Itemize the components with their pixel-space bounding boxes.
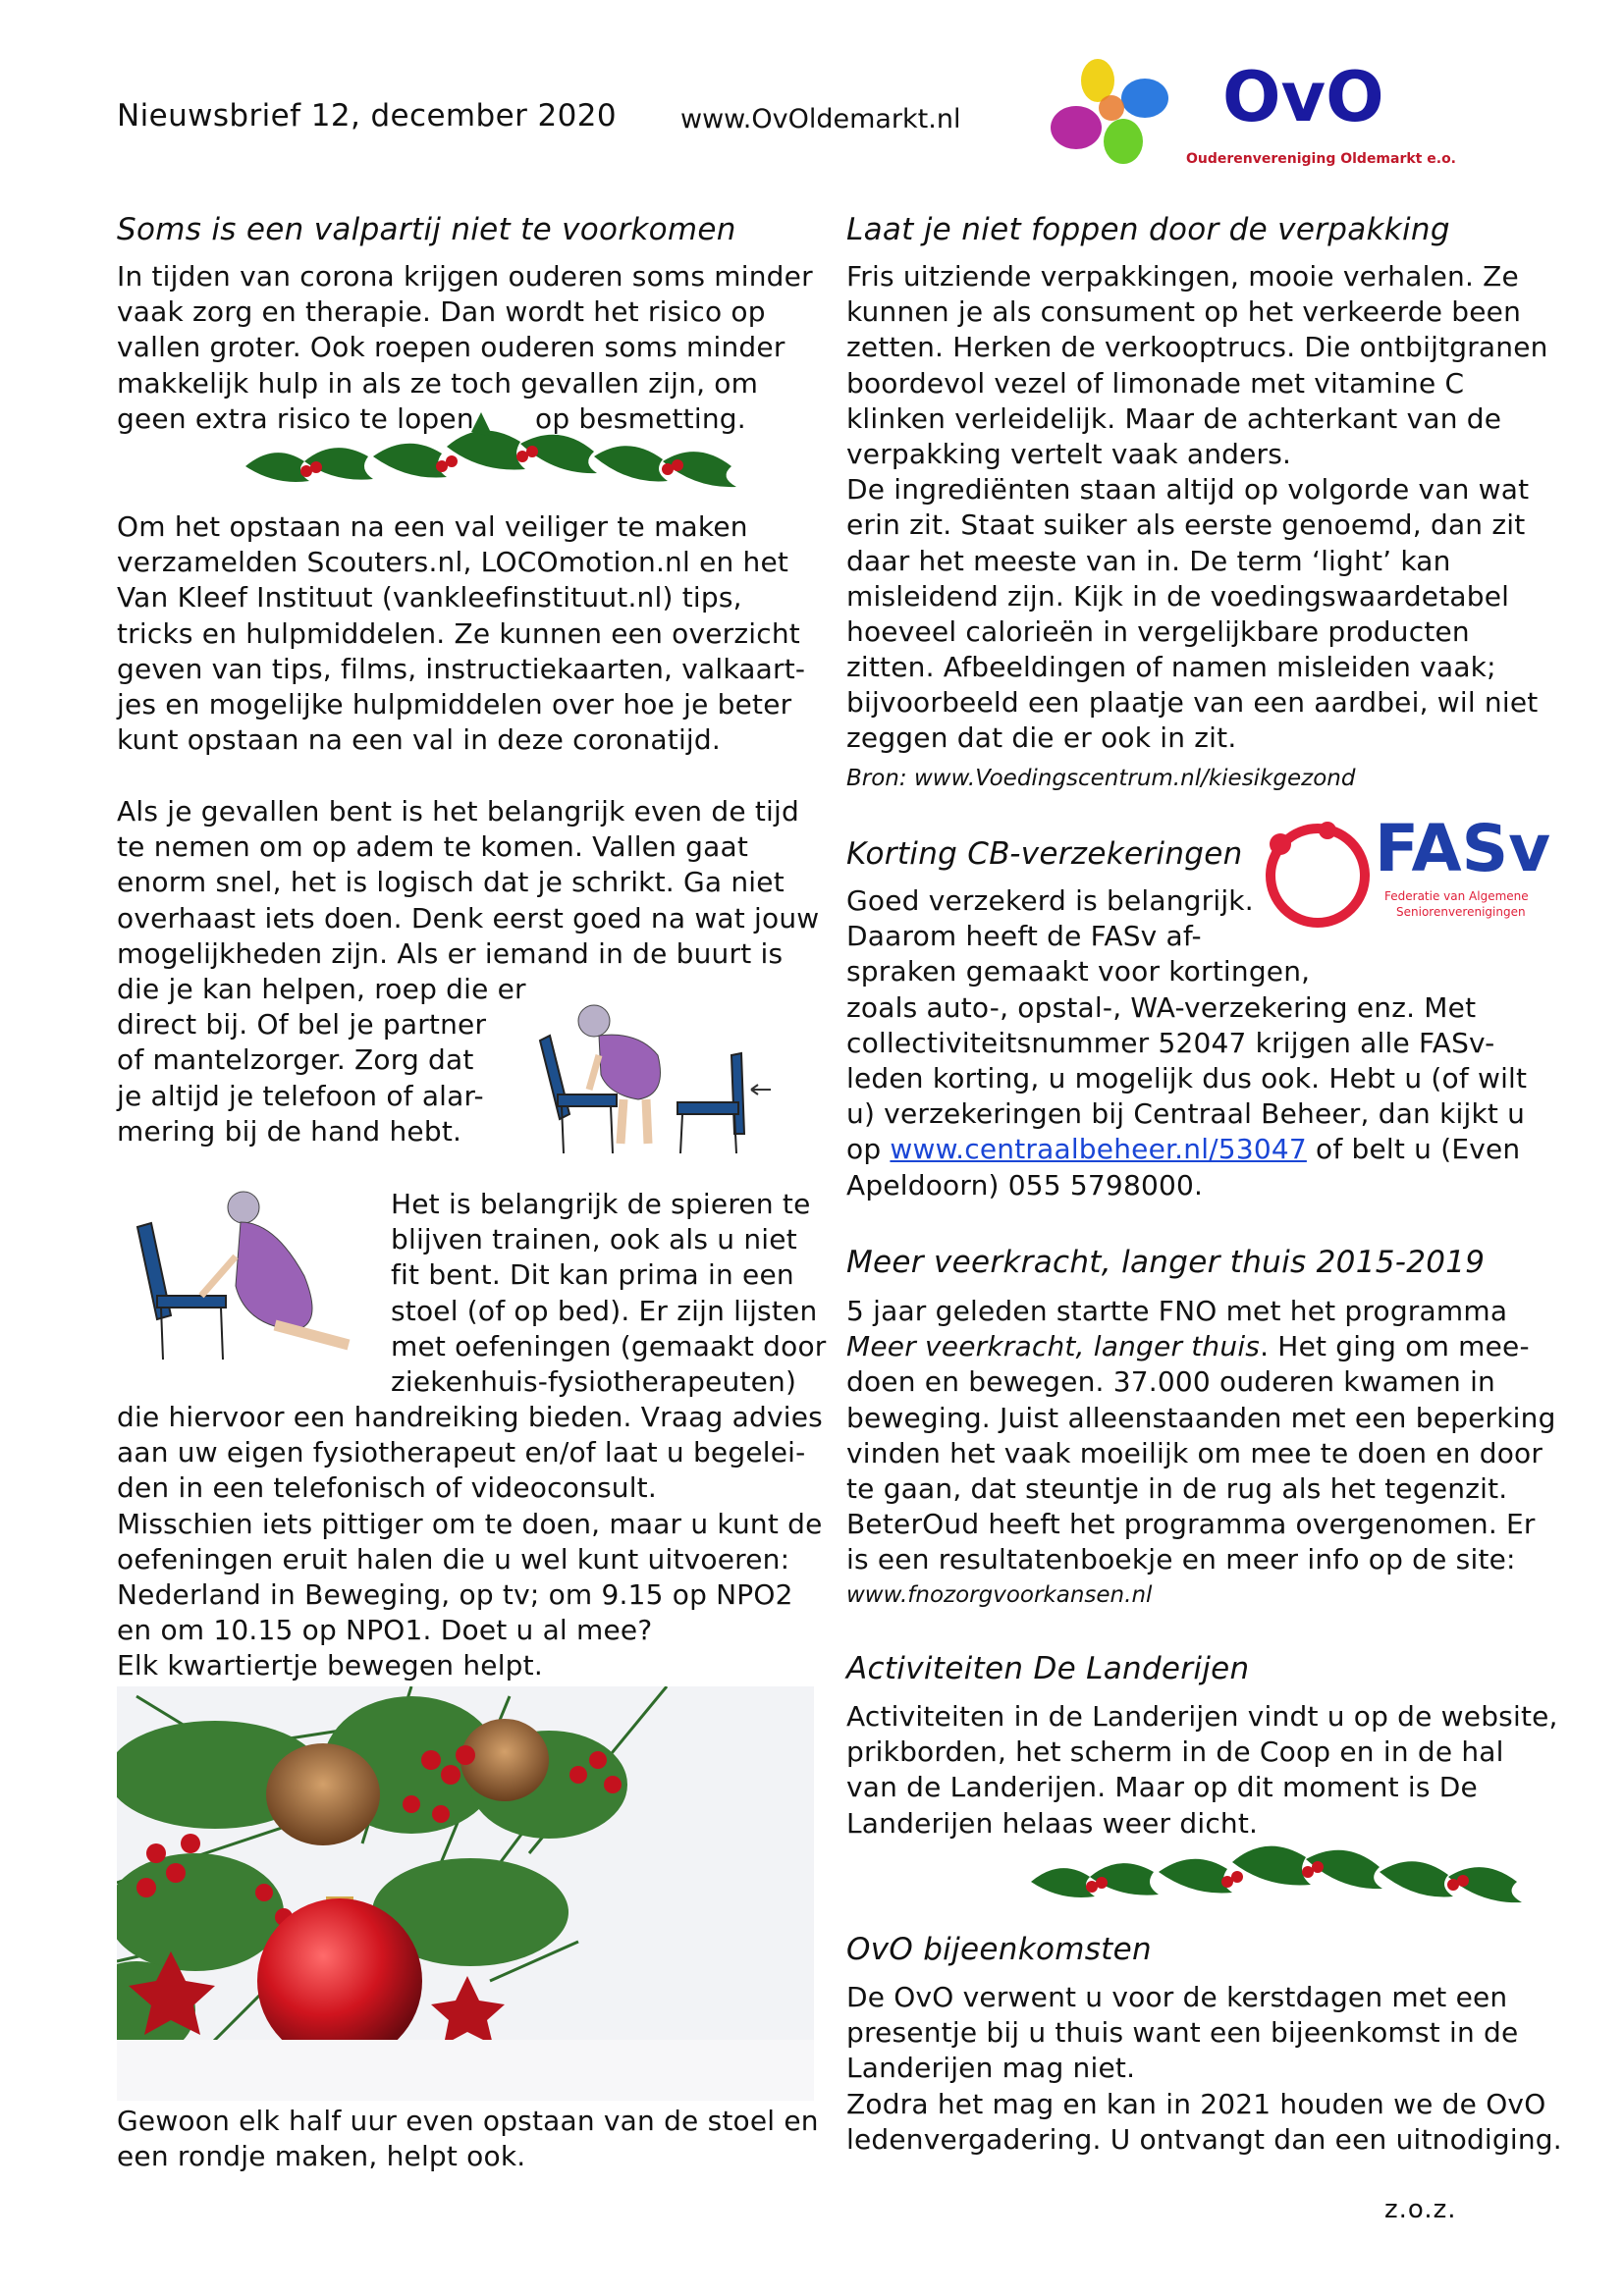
ovo-logo-subtitle: Ouderenvereniging Oldemarkt e.o. bbox=[1186, 151, 1457, 167]
fall-paragraph-1-end: geen extra risico te lopen bbox=[117, 402, 474, 435]
activities-paragraph: Activiteiten in de Landerijen vindt u op de website, prikborden, het scherm in de Coop en in de hal van de Landerijen. Maar op dit moment is De Landerijen helaas weer dicht. bbox=[846, 1700, 1558, 1840]
woman-standing-up-illustration bbox=[530, 996, 776, 1163]
fall-paragraph-1: In tijden van corona krijgen ouderen soms minder vaak zorg en therapie. Dan wordt het risico op vallen groter. Ook roepen ouderen soms minder makkelijk hulp in als ze toch gevallen zijn, om bbox=[117, 260, 813, 400]
meetings-title: OvO bijeenkomsten bbox=[846, 1932, 1152, 1967]
fasv-subtitle-2: Seniorenverenigingen bbox=[1396, 905, 1526, 919]
page-turn-note: z.o.z. bbox=[1384, 2195, 1457, 2224]
fall-paragraph-5: Gewoon elk half uur even opstaan van de stoel en een rondje maken, helpt ook. bbox=[117, 2105, 819, 2173]
woman-kneeling-illustration bbox=[128, 1178, 373, 1360]
fall-paragraph-1-end-b: op besmetting. bbox=[535, 402, 746, 435]
packaging-title: Laat je niet foppen door de verpakking bbox=[846, 212, 1450, 247]
flower-icon bbox=[1041, 51, 1188, 179]
website-url[interactable]: www.OvOldemarkt.nl bbox=[680, 104, 961, 134]
christmas-decoration-photo bbox=[117, 1686, 814, 2101]
holly-garland-icon bbox=[236, 412, 766, 501]
centraal-beheer-link[interactable]: www.centraalbeheer.nl/53047 bbox=[890, 1133, 1307, 1166]
activities-title: Activiteiten De Landerijen bbox=[846, 1651, 1250, 1686]
newsletter-issue: Nieuwsbrief 12, december 2020 bbox=[117, 98, 617, 133]
resilience-title: Meer veerkracht, langer thuis 2015-2019 bbox=[846, 1245, 1486, 1280]
fall-paragraph-2: Om het opstaan na een val veiliger te maken verzamelden Scouters.nl, LOCOmotion.nl en het Van Kleef Instituut (vankleefinstituut.nl) tips, tricks en hulpmiddelen. Ze kunnen een overzicht geven van tips, films, instructiekaarten, valkaart- jes en mogelijke hulpmiddelen over hoe je beter kunt opstaan na een val in deze coronatijd. bbox=[117, 510, 806, 757]
ovo-logo-text: OvO bbox=[1222, 57, 1384, 137]
fall-paragraph-4-right: Het is belangrijk de spieren te blijven trainen, ook als u niet fit bent. Dit kan prima in een stoel (of op bed). Er zijn lijsten met oefeningen (gemaakt door ziekenhuis-fysiotherapeuten) bbox=[391, 1188, 827, 1398]
ovo-logo bbox=[1041, 51, 1473, 179]
packaging-paragraph: Fris uitziende verpakkingen, mooie verhalen. Ze kunnen je als consument op het verkeerde been zetten. Herken de verkooptrucs. Die ontbijtgranen boordevol vezel of limonade met vitamine C klinken verleidelijk. Maar de achterkant van de verpakking vertelt vaak anders. De ingrediënten staan altijd op volgorde van wat erin zit. Staat suiker als eerste genoemd, dan zit daar het meeste van in. De term ‘light’ kan misleidend zijn. Kijk in de voedingswaardetabel hoeveel calorieën in vergelijkbare producten zitten. Afbeeldingen of namen misleiden vaak; bijvoorbeeld een plaatje van een aardbei, wil niet zeggen dat die er ook in zit. bbox=[846, 260, 1548, 755]
fall-paragraph-4: die hiervoor een handreiking bieden. Vraag advies aan uw eigen fysiotherapeut en/of laat u begelei- den in een telefonisch of videoconsult. Misschien iets pittiger om te doen, maar u kunt de oefeningen eruit halen die u wel kunt uitvoeren: Nederland in Beweging, op tv; om 9.15 op NPO2 en om 10.15 op NPO1. Doet u al mee? Elk kwartiertje bewegen helpt. bbox=[117, 1401, 823, 1682]
holly-garland-icon bbox=[1021, 1828, 1551, 1916]
resilience-source: www.fnozorgvoorkansen.nl bbox=[846, 1582, 1153, 1608]
fasv-logo-text: FASv bbox=[1375, 811, 1551, 886]
fall-paragraph-3: Als je gevallen bent is het belangrijk even de tijd te nemen om op adem te komen. Vallen gaat enorm snel, het is logisch dat je schrikt. Ga niet overhaast iets doen. Denk eerst goed na wat jouw mogelijkheden zijn. Als er iemand in de buurt is die je kan helpen, roep die er direct bij. Of bel je partner of mantelzorger. Zorg dat je altijd je telefoon of alar- mering bij de hand hebt. bbox=[117, 795, 820, 1148]
fall-title: Soms is een valpartij niet te voorkomen bbox=[117, 212, 736, 247]
meetings-paragraph: De OvO verwent u voor de kerstdagen met een presentje bij u thuis want een bijeenkomst in de Landerijen mag niet. Zodra het mag en kan in 2021 houden we de OvO ledenvergadering. U ontvangt dan een uitnodiging. bbox=[846, 1981, 1562, 2156]
packaging-source: Bron: www.Voedingscentrum.nl/kiesikgezond bbox=[846, 766, 1356, 791]
fasv-subtitle-1: Federatie van Algemene bbox=[1384, 889, 1529, 903]
insurance-paragraph: Goed verzekerd is belangrijk. Daarom heeft de FASv af- spraken gemaakt voor kortingen, zoals auto-, opstal-, WA-verzekering enz. Met collectiviteitsnummer 52047 krijgen alle FASv- leden korting, u mogelijk dus ook. Hebt u (of wilt u) verzekeringen bij Centraal Beheer, dan kijkt u op www.centraalbeheer.nl/53047 of belt u (Even Apeldoorn) 055 5798000. bbox=[846, 884, 1528, 1201]
resilience-paragraph: 5 jaar geleden startte FNO met het programma Meer veerkracht, langer thuis. Het ging om mee- doen en bewegen. 37.000 ouderen kwamen in beweging. Juist alleenstaanden met een beperking vinden het vaak moeilijk om mee te doen en door te gaan, dat steuntje in de rug als het tegenzit. BeterOud heeft het programma overgenomen. Er is een resultatenboekje en meer info op de site: bbox=[846, 1295, 1556, 1576]
insurance-title: Korting CB-verzekeringen bbox=[846, 836, 1243, 872]
